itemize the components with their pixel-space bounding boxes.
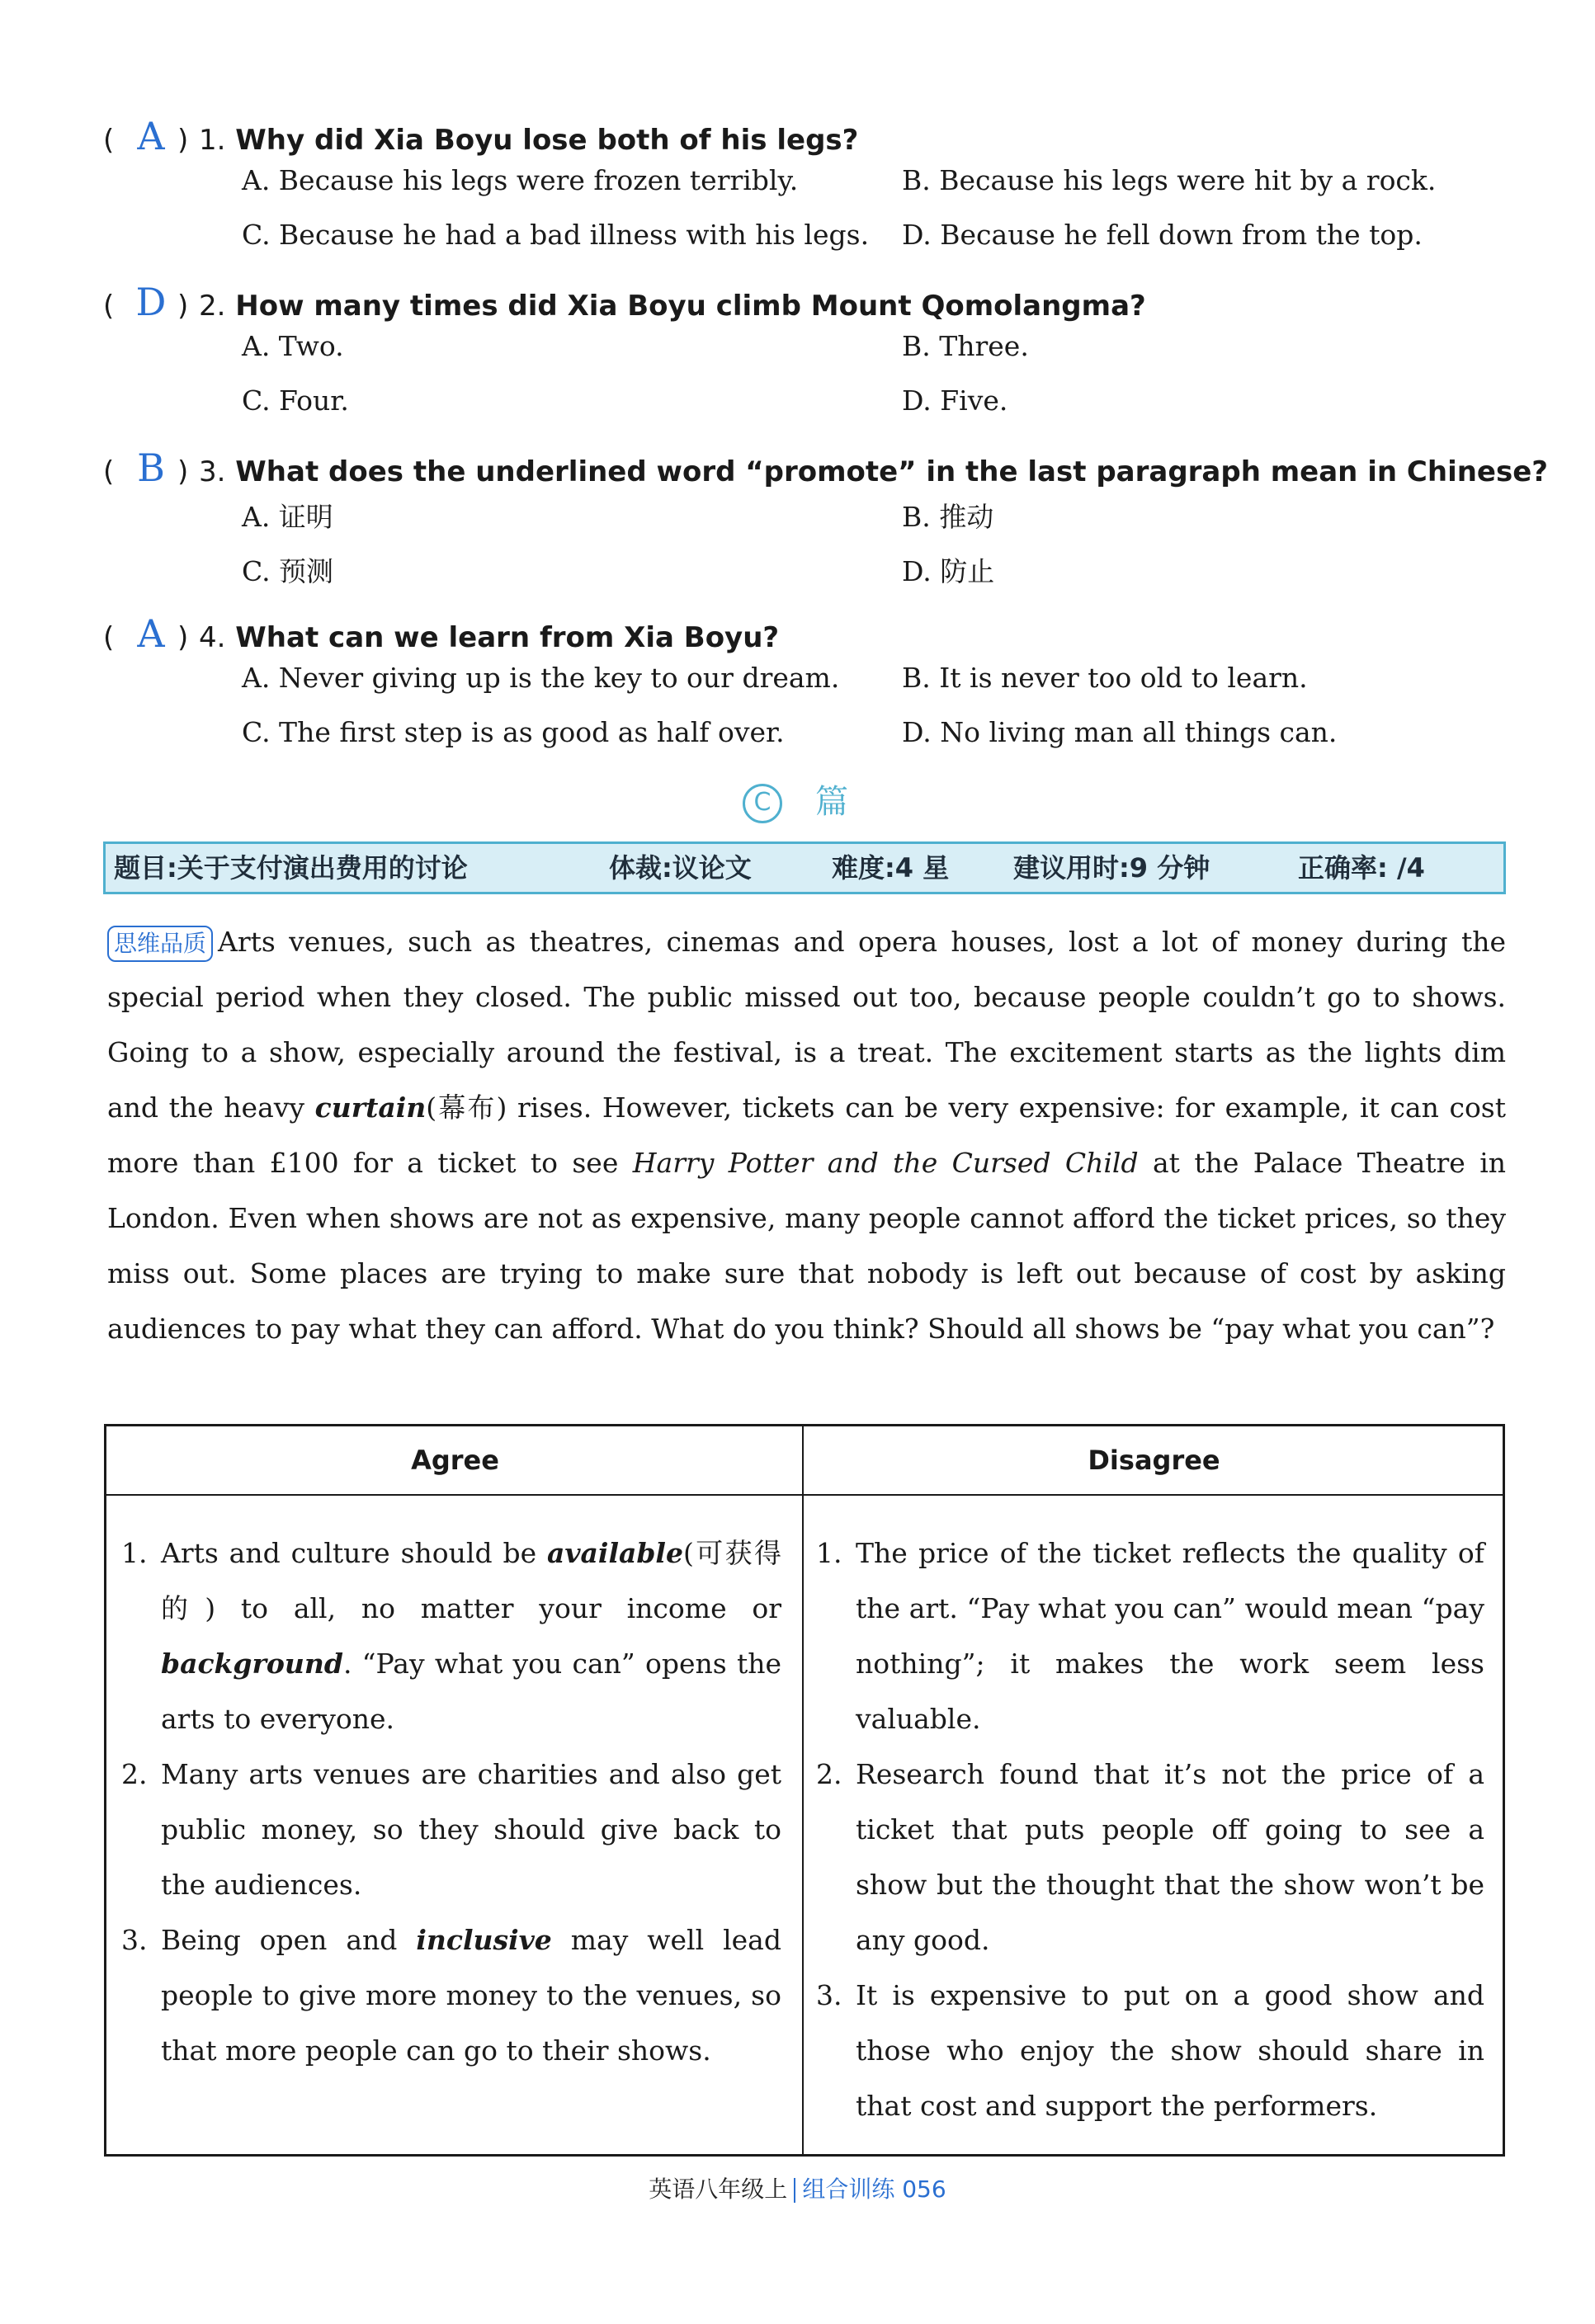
page-footer: [0, 2171, 1595, 2204]
disagree-item-3: 3. It is expensive to put on a good show and those who enjoy the show should share in that cost and support the performers.: [816, 1979, 1484, 2122]
option-b: B. Three.: [902, 330, 1029, 362]
question-1: [103, 111, 1522, 268]
info-genre: 体裁:议论文: [609, 852, 752, 884]
disagree-header: Disagree: [1088, 1445, 1220, 1476]
agree-disagree-table: [104, 1424, 1505, 2157]
option-c: C. The first step is as good as half over.: [242, 716, 785, 748]
passage-text: rises. However, tickets can be very expensive: for example, it can cost more than £100 for a ticket to see: [107, 1091, 1507, 1179]
disagree-item-2: 2. Research found that it’s not the price of a ticket that puts people off going to see a show but the thought that the show won’t be any good.: [816, 1758, 1484, 1956]
agree-item-3: 3. Being open and inclusive may well lead people to give more money to the venues, so that more people can go to their shows.: [121, 1924, 781, 2067]
option-d: D. Five.: [902, 384, 1008, 417]
option-d: D. 防止: [902, 555, 995, 587]
option-b: B. 推动: [902, 501, 994, 533]
info-difficulty: 难度:4 星: [832, 852, 950, 884]
show-title: Harry Potter and the Cursed Child: [632, 1147, 1139, 1179]
answer-mark: D: [135, 280, 167, 324]
passage-text: at the Palace Theatre in London. Even when shows are not as expensive, many people cannot afford the ticket prices, so they miss out. Some places are trying to make sure that nobody is left out because of cost by asking audiences to pay what they can afford. What do you think? Should all shows be “pay what you can”?: [107, 1147, 1507, 1345]
option-c: C. 预测: [242, 555, 334, 587]
option-b: B. It is never too old to learn.: [902, 662, 1308, 694]
options: [103, 327, 1522, 434]
column-divider: [802, 1426, 804, 2154]
question-stem: ( B ) 3. What does the underlined word “promote” in the last paragraph mean in Chinese?: [103, 443, 1522, 493]
question-3: [103, 443, 1549, 600]
answer-mark: A: [137, 114, 165, 158]
question-text: What can we learn from Xia Boyu?: [235, 621, 780, 654]
section-letter: C: [743, 784, 782, 823]
vocab-background: background: [161, 1648, 343, 1680]
options: [103, 493, 1522, 600]
question-4: [103, 609, 1522, 766]
footer-separator: [794, 2178, 795, 2203]
option-a: A. Because his legs were frozen terribly.: [242, 164, 799, 196]
question-stem: ( A ) 4. What can we learn from Xia Boyu?: [103, 609, 1522, 658]
answer-mark: A: [137, 611, 165, 656]
question-text: How many times did Xia Boyu climb Mount Qomolangma?: [235, 290, 1146, 323]
question-number: 2.: [199, 290, 226, 323]
passage-text: Arts venues, such as theatres, cinemas and opera houses, lost a lot of money during the special period when they closed. The public missed out too, because people couldn’t go to shows. Going to a show, especially around the festival, is a treat. The excitement starts as the lights dim and the heavy: [107, 926, 1506, 1124]
question-number: 3.: [199, 455, 226, 488]
answer-mark: B: [137, 445, 165, 490]
options: [103, 161, 1522, 268]
section-title: 组合训练: [802, 2176, 895, 2203]
option-d: D. Because he fell down from the top.: [902, 219, 1423, 251]
vocab-curtain: curtain: [314, 1091, 427, 1124]
question-text: Why did Xia Boyu lose both of his legs?: [235, 124, 859, 157]
options: [103, 658, 1522, 766]
table-header: [106, 1426, 1503, 1496]
thinking-quality-tag: 思维品质: [107, 926, 213, 962]
info-topic: 题目:关于支付演出费用的讨论: [114, 852, 468, 884]
vocab-available: available: [546, 1537, 683, 1569]
option-c: C. Four.: [242, 384, 349, 417]
option-a: A. 证明: [242, 501, 333, 533]
agree-column: [121, 1525, 781, 2078]
section-label: 篇: [815, 783, 881, 821]
info-time: 建议用时:9 分钟: [1013, 852, 1210, 884]
info-accuracy: 正确率: /4: [1298, 852, 1425, 884]
reading-passage: [107, 914, 1506, 1356]
question-stem: ( D ) 2. How many times did Xia Boyu climb Mount Qomolangma?: [103, 277, 1522, 327]
option-d: D. No living man all things can.: [902, 716, 1338, 748]
question-text: What does the underlined word “promote” in the last paragraph mean in Chinese?: [235, 455, 1549, 488]
option-a: A. Never giving up is the key to our dream.: [242, 662, 840, 694]
info-bar: [103, 841, 1506, 894]
disagree-column: [816, 1525, 1484, 2133]
book-title: 英语八年级上: [649, 2176, 788, 2203]
agree-item-2: 2. Many arts venues are charities and also get public money, so they should give back to the audiences.: [121, 1758, 781, 1901]
agree-header: Agree: [411, 1445, 499, 1476]
option-a: A. Two.: [242, 330, 344, 362]
question-number: 1.: [199, 124, 226, 157]
question-number: 4.: [199, 621, 226, 654]
disagree-item-1: 1. The price of the ticket reflects the quality of the art. “Pay what you can” would mean “pay nothing”; it makes the work seem less valuable.: [816, 1537, 1484, 1735]
gloss-curtain: (幕布): [426, 1091, 507, 1124]
page-number: 056: [902, 2176, 946, 2203]
vocab-inclusive: inclusive: [416, 1924, 552, 1956]
question-2: [103, 277, 1522, 434]
section-marker: [743, 775, 881, 823]
question-stem: ( A ) 1. Why did Xia Boyu lose both of his legs?: [103, 111, 1522, 161]
option-b: B. Because his legs were hit by a rock.: [902, 164, 1437, 196]
option-c: C. Because he had a bad illness with his legs.: [242, 219, 870, 251]
agree-item-1: 1. Arts and culture should be available(可获得的) to all, no matter your income or background. “Pay what you can” opens the arts to everyone.: [121, 1537, 782, 1735]
